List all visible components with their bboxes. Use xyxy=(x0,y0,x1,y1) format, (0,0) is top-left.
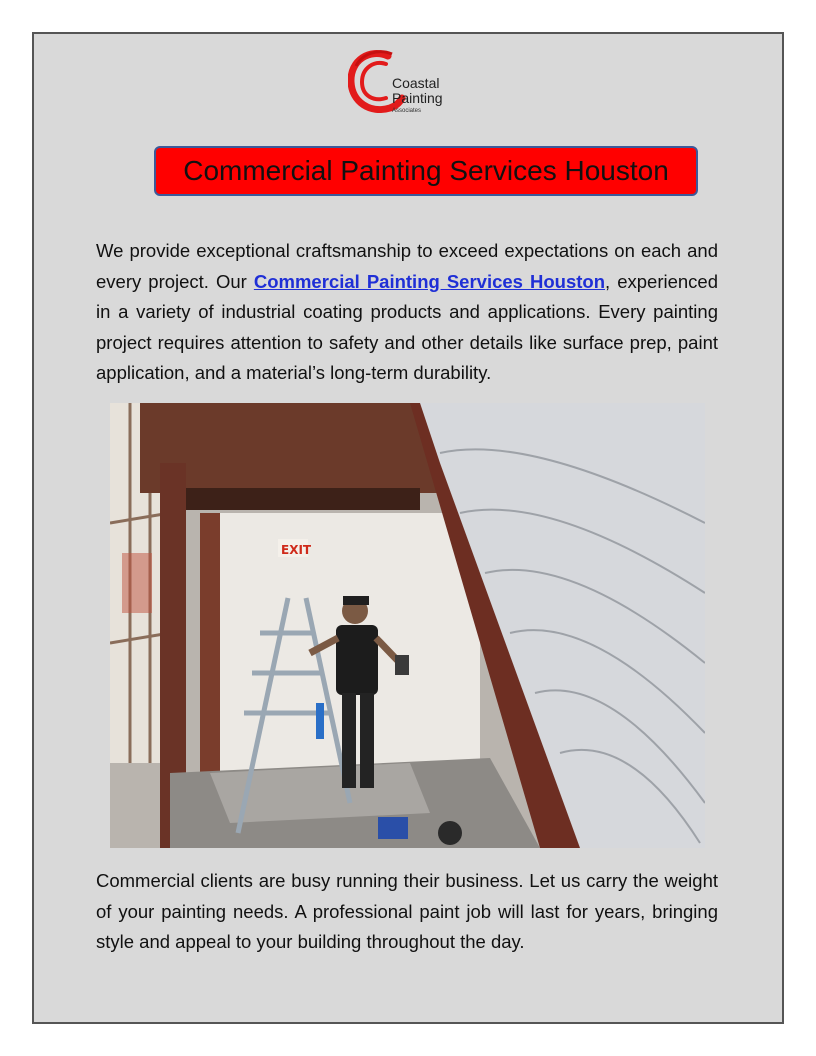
closing-paragraph: Commercial clients are busy running their business. Let us carry the weight of your painting needs. A professional paint job will last for years, bringing style and appeal to your building throughout the day. xyxy=(96,870,718,952)
painter-photo xyxy=(110,403,705,848)
intro-paragraph xyxy=(96,236,718,389)
exit-sign: EXIT xyxy=(281,543,312,557)
intro-text-before-link: We provide exceptional craftsmanship to exceed expectations on each and every project. Our xyxy=(96,240,718,292)
title-banner xyxy=(154,146,698,196)
intro-text-after-link: , experienced in a variety of industrial coating products and applications. Every painting project requires attention to safety and other details like surface prep, paint application, and a material’s long-term durability. xyxy=(96,270,718,383)
logo-line-1: Coastal xyxy=(392,75,440,91)
page-title: Commercial Painting Services Houston xyxy=(183,155,669,186)
logo-line-2: Painting xyxy=(392,90,443,106)
logo-line-3: Associates xyxy=(392,108,422,114)
company-logo xyxy=(348,46,472,120)
services-link[interactable]: Commercial Painting Services Houston xyxy=(253,270,606,292)
